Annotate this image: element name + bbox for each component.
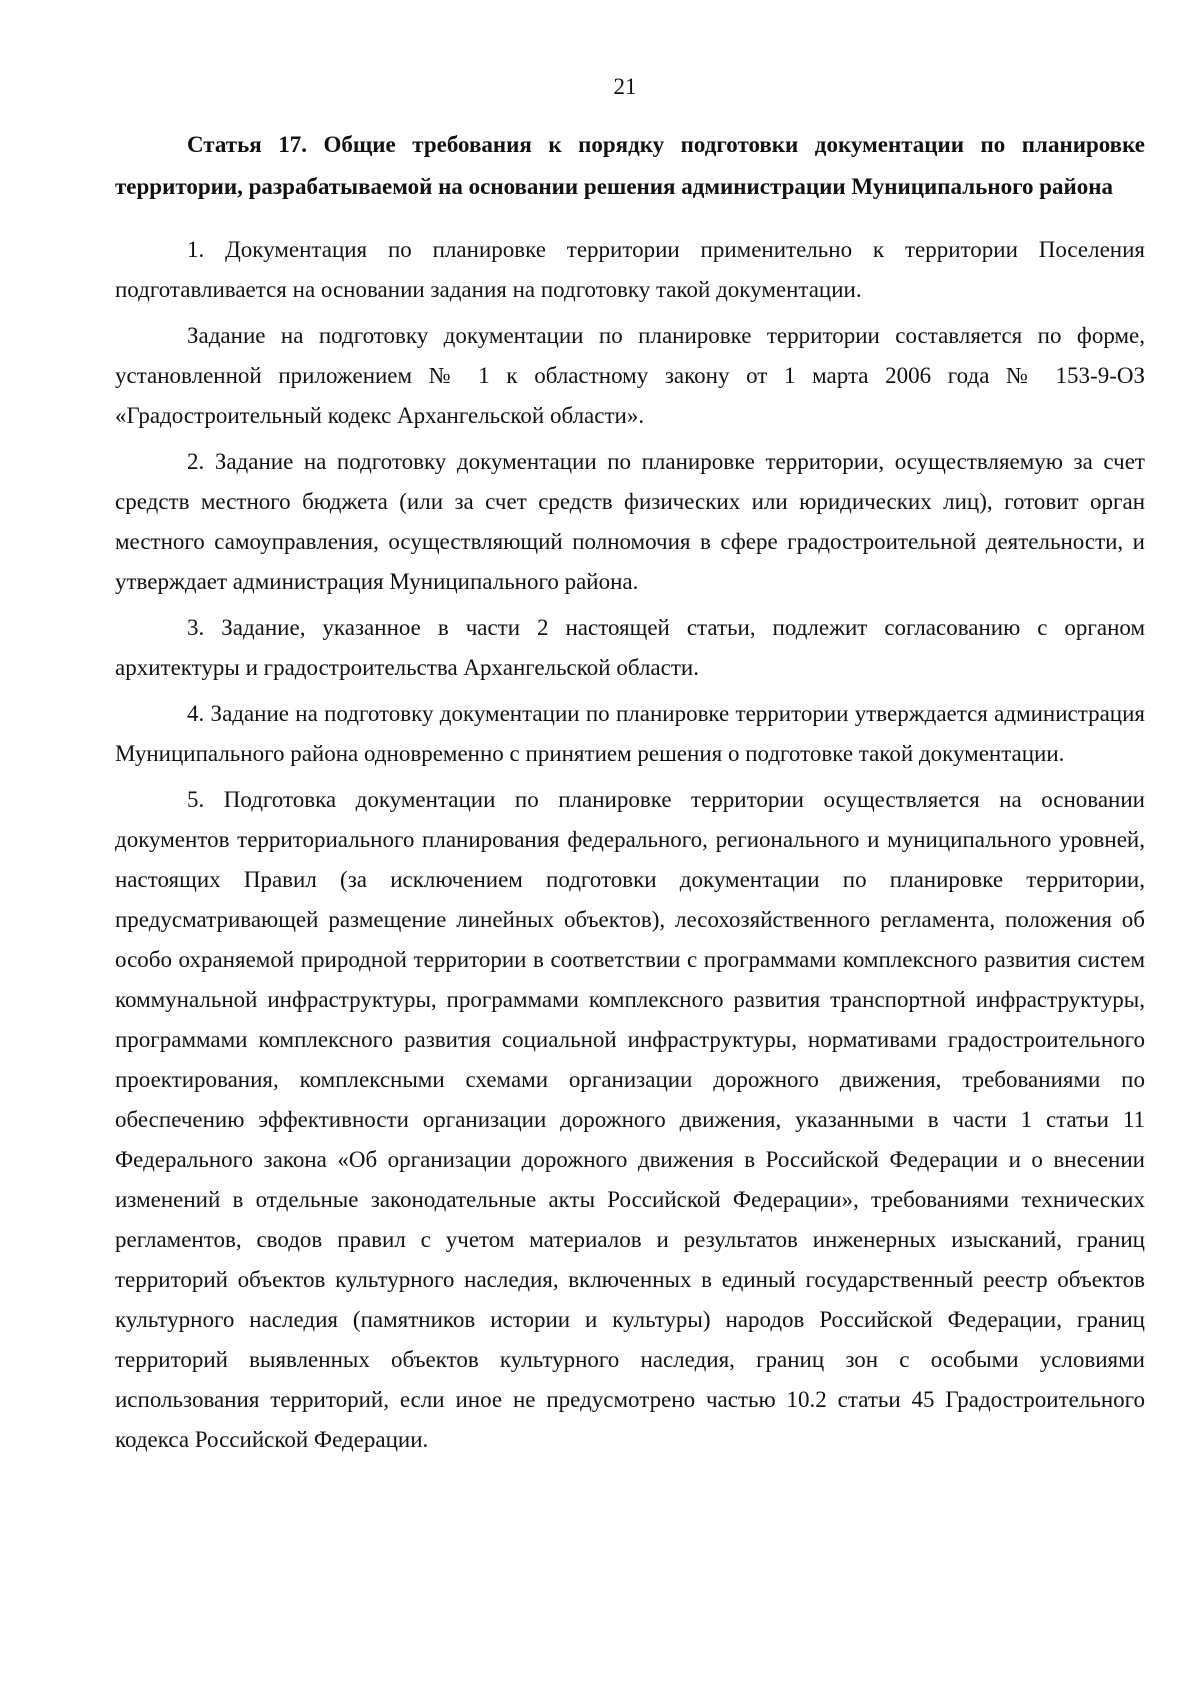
paragraph-3: 3. Задание, указанное в части 2 настоящей статьи, подлежит согласованию с органом архитектуры и градостроительства Архангельской области. bbox=[115, 615, 1145, 680]
page-number: 21 bbox=[613, 74, 637, 99]
paragraph-5: 5. Подготовка документации по планировке территории осуществляется на основании документов территориального планирования федерального, регионального и муниципального уровней, настоящих Правил (за исключением подготовки документации по планировке территории, предусматривающей размещение линейных объектов), лесохозяйственного регламента, положения об особо охраняемой природной территории в соответствии с программами комплексного развития систем коммунальной инфраструктуры, программами комплексного развития транспортной инфраструктуры, программами комплексного развития социальной инфраструктуры, нормативами градостроительного проектирования, комплексными схемами организации дорожного движения, требованиями по обеспечению эффективности организации дорожного движения, указанными в части 1 статьи 11 Федерального закона «Об организации дорожного движения в Российской Федерации и о внесении изменений в отдельные законодательные акты Российской Федерации», требованиями технических регламентов, сводов правил с учетом материалов и результатов инженерных изысканий, границ территорий объектов культурного наследия, включенных в единый государственный реестр объектов культурного наследия (памятников истории и культуры) народов Российской Федерации, границ территорий выявленных объектов культурного наследия, границ зон с особыми условиями использования территорий, если иное не предусмотрено частью 10.2 статьи 45 Градостроительного кодекса Российской Федерации. bbox=[115, 787, 1145, 1452]
paragraph-1-continuation: Задание на подготовку документации по планировке территории составляется по форме, установленной приложением № 1 к областному закону от 1 марта 2006 года № 153-9-ОЗ «Градостроительный кодекс Архангельской области». bbox=[115, 323, 1145, 428]
article-heading: Статья 17. Общие требования к порядку подготовки документации по планировке территории, разрабатываемой на основании решения администрации Муниципального района bbox=[115, 132, 1145, 199]
paragraph-2: 2. Задание на подготовку документации по планировке территории, осуществляемую за счет средств местного бюджета (или за счет средств физических или юридических лиц), готовит орган местного самоуправления, осуществляющий полномочия в сфере градостроительной деятельности, и утверждает администрация Муниципального района. bbox=[115, 449, 1145, 594]
paragraph-1: 1. Документация по планировке территории применительно к территории Поселения подготавливается на основании задания на подготовку такой документации. bbox=[115, 237, 1145, 302]
paragraph-4: 4. Задание на подготовку документации по планировке территории утверждается администрация Муниципального района одновременно с принятием решения о подготовке такой документации. bbox=[115, 701, 1145, 766]
document-body bbox=[115, 124, 1145, 1466]
